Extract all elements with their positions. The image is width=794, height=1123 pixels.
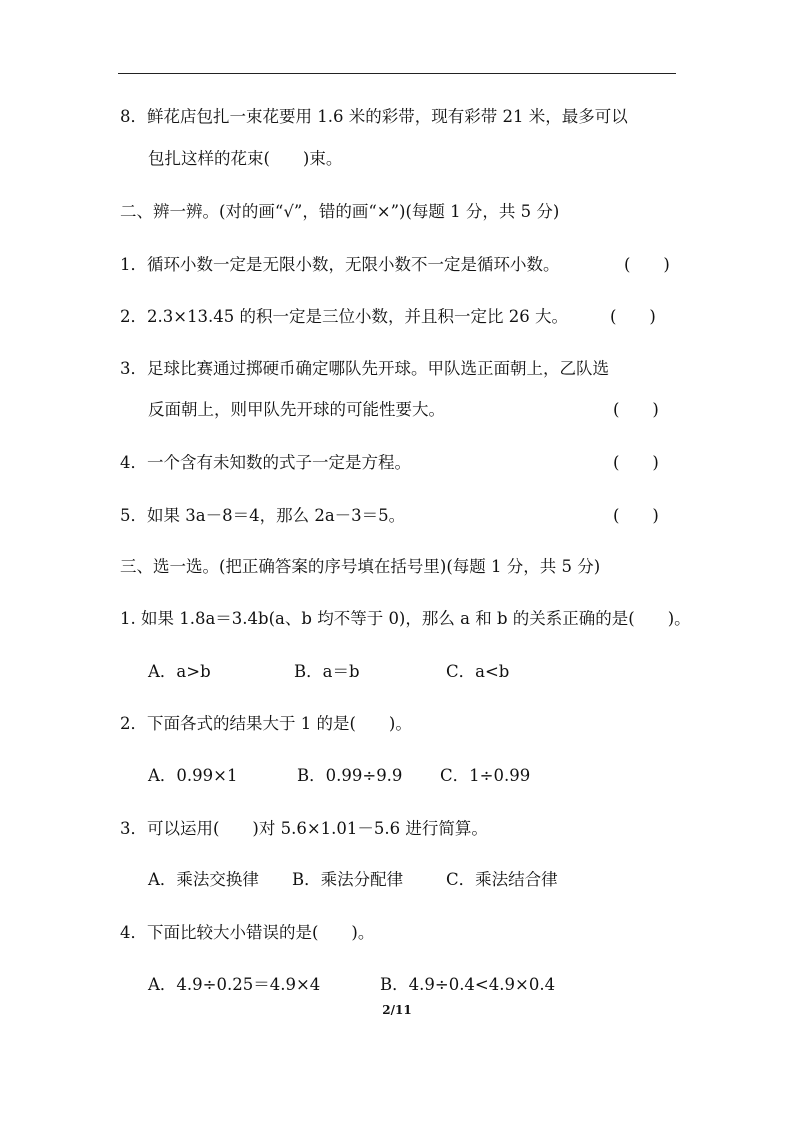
choice-question-4: 4．下面比较大小错误的是( )。: [120, 923, 375, 942]
choice-q3-option-b: B．乘法分配律: [292, 870, 404, 889]
section-3-title: 三、选一选。(把正确答案的序号填在括号里)(每题 1 分，共 5 分): [120, 557, 601, 576]
question-8-line-1: 8．鲜花店包扎一束花要用 1.6 米的彩带，现有彩带 21 米，最多可以: [120, 107, 628, 126]
choice-q3-option-c: C．乘法结合律: [446, 870, 558, 889]
choice-q2-option-c: C．1÷0.99: [440, 766, 531, 785]
judge-item-5: 5．如果 3a－8＝4，那么 2a－3＝5。: [120, 506, 406, 525]
judge-answer-blank-3: ( ): [613, 400, 659, 419]
choice-q3-option-a: A．乘法交换律: [148, 870, 259, 889]
judge-answer-blank-2: ( ): [610, 307, 656, 326]
judge-item-3-line-1: 3．足球比赛通过掷硬币确定哪队先开球。甲队选正面朝上，乙队选: [120, 359, 609, 378]
page-number: 2/11: [382, 1003, 412, 1017]
judge-answer-blank-1: ( ): [624, 255, 670, 274]
choice-question-2: 2．下面各式的结果大于 1 的是( )。: [120, 714, 412, 733]
judge-item-4: 4．一个含有未知数的式子一定是方程。: [120, 453, 411, 472]
judge-item-1: 1．循环小数一定是无限小数，无限小数不一定是循环小数。: [120, 255, 560, 274]
choice-q1-option-b: B．a＝b: [294, 662, 360, 681]
choice-question-3: 3．可以运用( )对 5.6×1.01－5.6 进行简算。: [120, 819, 488, 838]
choice-q1-option-c: C．a<b: [446, 662, 510, 681]
judge-answer-blank-4: ( ): [613, 453, 659, 472]
section-2-title: 二、辨一辨。(对的画“√”，错的画“×”)(每题 1 分，共 5 分): [120, 202, 560, 221]
choice-q4-option-a: A．4.9÷0.25＝4.9×4: [148, 975, 321, 994]
choice-q4-option-b: B．4.9÷0.4<4.9×0.4: [380, 975, 556, 994]
header-rule: [118, 73, 676, 74]
choice-q2-option-a: A．0.99×1: [148, 766, 238, 785]
judge-item-2: 2．2.3×13.45 的积一定是三位小数，并且积一定比 26 大。: [120, 307, 569, 326]
question-8-line-2: 包扎这样的花束( )束。: [148, 149, 343, 168]
judge-answer-blank-5: ( ): [613, 506, 659, 525]
choice-q1-option-a: A．a>b: [148, 662, 211, 681]
choice-q2-option-b: B．0.99÷9.9: [297, 766, 403, 785]
judge-item-3-line-2: 反面朝上，则甲队先开球的可能性要大。: [148, 400, 445, 419]
choice-question-1: 1. 如果 1.8a＝3.4b(a、b 均不等于 0)，那么 a 和 b 的关系正确的是( )。: [120, 609, 691, 628]
